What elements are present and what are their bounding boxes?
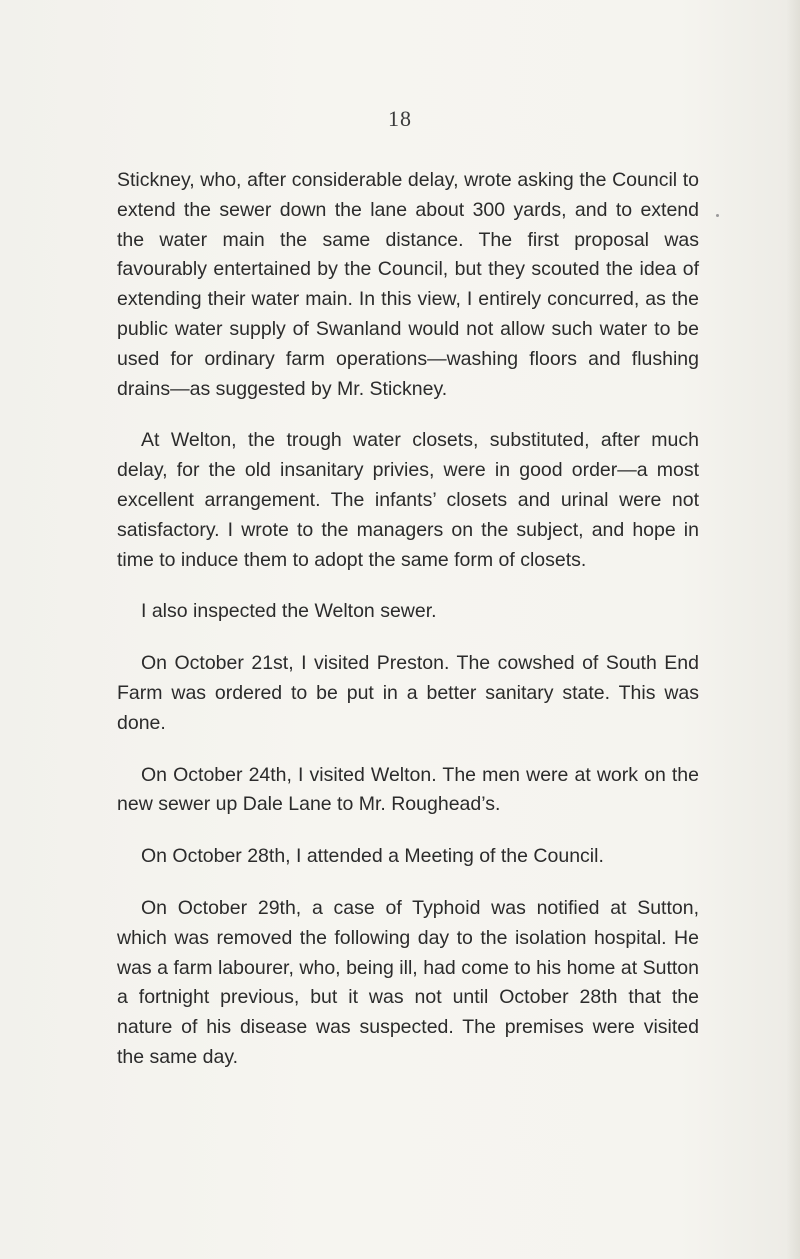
paragraph: On October 29th, a case of Typhoid was notified at Sutton, which was removed the following day to the isolation hospital. He was a farm labourer, who, being ill, had come to his home at Sutton a fortnight previous, but it was not until October 28th that the nature of his disease was suspected. The premises were visited the same day. — [117, 896, 699, 1068]
paragraph: On October 28th, I attended a Meeting of the Council. — [141, 845, 604, 868]
paragraph: On October 24th, I visited Welton. The men were at work on the new sewer up Dale Lane to Mr. Roughead’s. — [117, 763, 699, 816]
paragraph: Stickney, who, after considerable delay, wrote asking the Council to extend the sewer down the lane about 300 yards, and to extend the water main the same distance. The first proposal was favourably entertained by the Council, but they scouted the idea of extending their water main. In this view, I entirely concurred, as the public water supply of Swanland would not allow such water to be used for ordinary farm operations—washing floors and flushing drains—as suggested by Mr. Stickney. — [117, 169, 699, 400]
body-text — [117, 166, 699, 1095]
page-edge-shadow — [786, 0, 800, 1259]
paragraph: I also inspected the Welton sewer. — [141, 600, 437, 623]
paper-speck — [716, 214, 719, 217]
paragraph: At Welton, the trough water closets, substituted, after much delay, for the old insanitary privies, were in good order—a most excellent arrangement. The infants’ closets and urinal were not satisfactory. I wrote to the managers on the subject, and hope in time to induce them to adopt the same form of closets. — [117, 429, 699, 571]
page-number: 18 — [388, 106, 412, 131]
paragraph: On October 21st, I visited Preston. The cowshed of South End Farm was ordered to be put in a better sanitary state. This was done. — [117, 652, 699, 734]
